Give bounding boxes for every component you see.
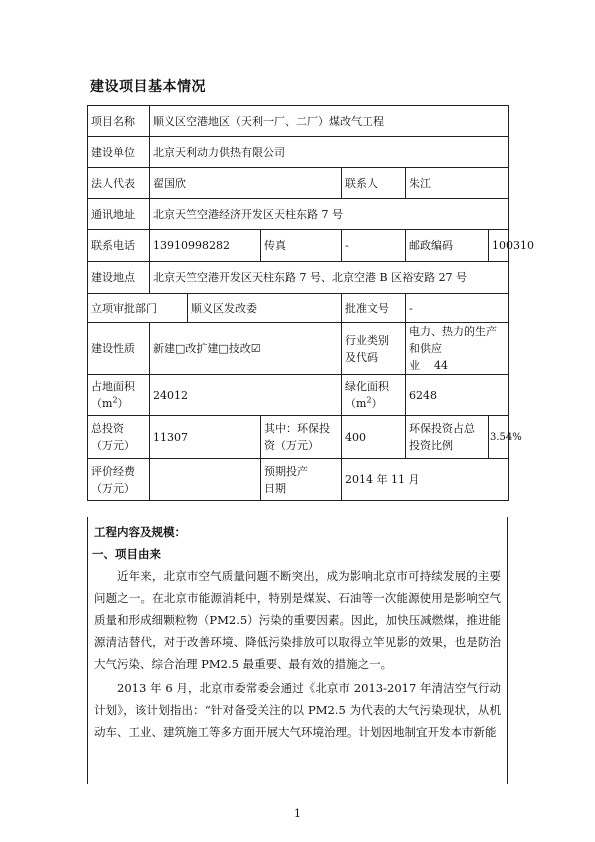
green-label-line-1: 绿化面积 xyxy=(345,380,389,393)
env-invest-label xyxy=(261,416,342,459)
env-invest-label-line-1: 其中：环保投 xyxy=(264,422,330,435)
postcode-value: 100310 xyxy=(489,230,509,262)
green-label-line-2: $(m^2)$ xyxy=(345,395,383,410)
nature-label: 建设性质 xyxy=(88,323,150,375)
approval-no-value: - xyxy=(406,294,509,323)
legal-rep-value: 翟国欣 xyxy=(150,168,342,199)
approval-dept-label: 立项审批部门 xyxy=(88,294,188,323)
op-date-label-line-2: 日期 xyxy=(264,481,286,495)
fax-label: 传真 xyxy=(264,239,286,252)
postcode-label: 邮政编码 xyxy=(406,230,489,262)
fax-cell xyxy=(261,230,342,262)
env-ratio-label-line-2: 投资比例 xyxy=(409,439,453,452)
location-value: 北京天竺空港开发区天柱东路 7 号、北京空港 B 区裕安路 27 号 xyxy=(150,262,509,294)
builder-label: 建设单位 xyxy=(88,137,150,168)
env-invest-label-line-2: 资（万元） xyxy=(264,439,319,452)
project-name-label: 项目名称 xyxy=(88,106,150,137)
project-info-table xyxy=(87,105,534,501)
approval-no-label: 批准文号 xyxy=(342,294,406,323)
industry-label xyxy=(342,323,406,375)
contact-value: 朱江 xyxy=(406,168,509,199)
contact-label: 联系人 xyxy=(342,168,406,199)
eval-fee-value xyxy=(150,459,261,501)
section-1-title: 一、项目由来 xyxy=(92,547,161,561)
project-name-value: 顺义区空港地区（天利一厂、二厂）煤改气工程 xyxy=(150,106,509,137)
env-ratio-value: 3.54% xyxy=(489,416,509,459)
green-value: 6248 xyxy=(406,375,509,416)
op-date-label xyxy=(261,459,342,501)
builder-value: 北京天利动力供热有限公司 xyxy=(150,137,509,168)
project-content-section xyxy=(87,517,508,784)
industry-label-line-1: 行业类别 xyxy=(345,333,389,347)
op-date-value: 2014 年 11 月 xyxy=(342,459,509,501)
area-value: 24012 xyxy=(150,375,342,416)
paragraph-1: 近年来，北京市空气质量问题不断突出，成为影响北京市可持续发展的主要问题之一。在北京市能源消耗中，特别是煤炭、石油等一次能源使用是影响空气质量和形成细颗粒物（PM2.5）污染的重要因素。因此，加快压减燃煤，推进能源清洁替代，对于改善环境、降低污染排放可以取得立竿见影的效果，也是防治大气污染、综合治理 PM2.5 最重要、最有效的措施之一。 xyxy=(94,569,501,671)
address-label: 通讯地址 xyxy=(88,199,150,230)
invest-label-line-1: 总投资 xyxy=(91,422,124,435)
eval-fee-label xyxy=(88,459,150,501)
approval-dept-value: 顺义区发改委 xyxy=(188,294,342,323)
area-label xyxy=(88,375,150,416)
invest-label-line-2: （万元） xyxy=(91,439,135,452)
fax-value: - xyxy=(342,230,406,262)
env-ratio-label xyxy=(406,416,489,459)
content-heading: 工程内容及规模： xyxy=(94,525,186,539)
phone-label: 联系电话 xyxy=(88,230,150,262)
green-label xyxy=(342,375,406,416)
eval-fee-label-line-2: （万元） xyxy=(91,481,135,495)
env-ratio-label-line-1: 环保投资占总 xyxy=(409,422,475,435)
paragraph-2: 2013 年 6 月，北京市委常委会通过《北京市 2013-2017 年清洁空气行动计划》，该计划指出：“针对备受关注的以 PM2.5 为代表的大气污染现状，从机动车、工业、建筑施工等多方面开展大气环境治理。计划因地制宜开发本市新能 xyxy=(94,681,501,739)
invest-label xyxy=(88,416,150,459)
op-date-label-line-1: 预期投产 xyxy=(264,464,308,478)
legal-rep-label: 法人代表 xyxy=(88,168,150,199)
invest-value: 11307 xyxy=(150,416,261,459)
industry-value-line-1: 电力、热力的生产和供应 xyxy=(409,325,497,355)
page-title: 建设项目基本情况 xyxy=(90,79,206,95)
area-label-line-1: 占地面积 xyxy=(91,380,135,393)
phone-value: 13910998282 xyxy=(150,230,261,262)
location-label: 建设地点 xyxy=(88,262,150,294)
page-number: 1 xyxy=(294,807,301,820)
env-invest-value: 400 xyxy=(342,416,406,459)
address-value: 北京天竺空港经济开发区天柱东路 7 号 xyxy=(150,199,509,230)
industry-value xyxy=(406,323,509,375)
industry-value-line-2: 业 44 xyxy=(409,359,448,372)
industry-label-line-2: 及代码 xyxy=(345,350,378,364)
nature-value: 新建□改扩建□技改☑ xyxy=(150,323,342,375)
eval-fee-label-line-1: 评价经费 xyxy=(91,464,135,478)
area-label-line-2: $(m^2)$ xyxy=(91,395,129,410)
